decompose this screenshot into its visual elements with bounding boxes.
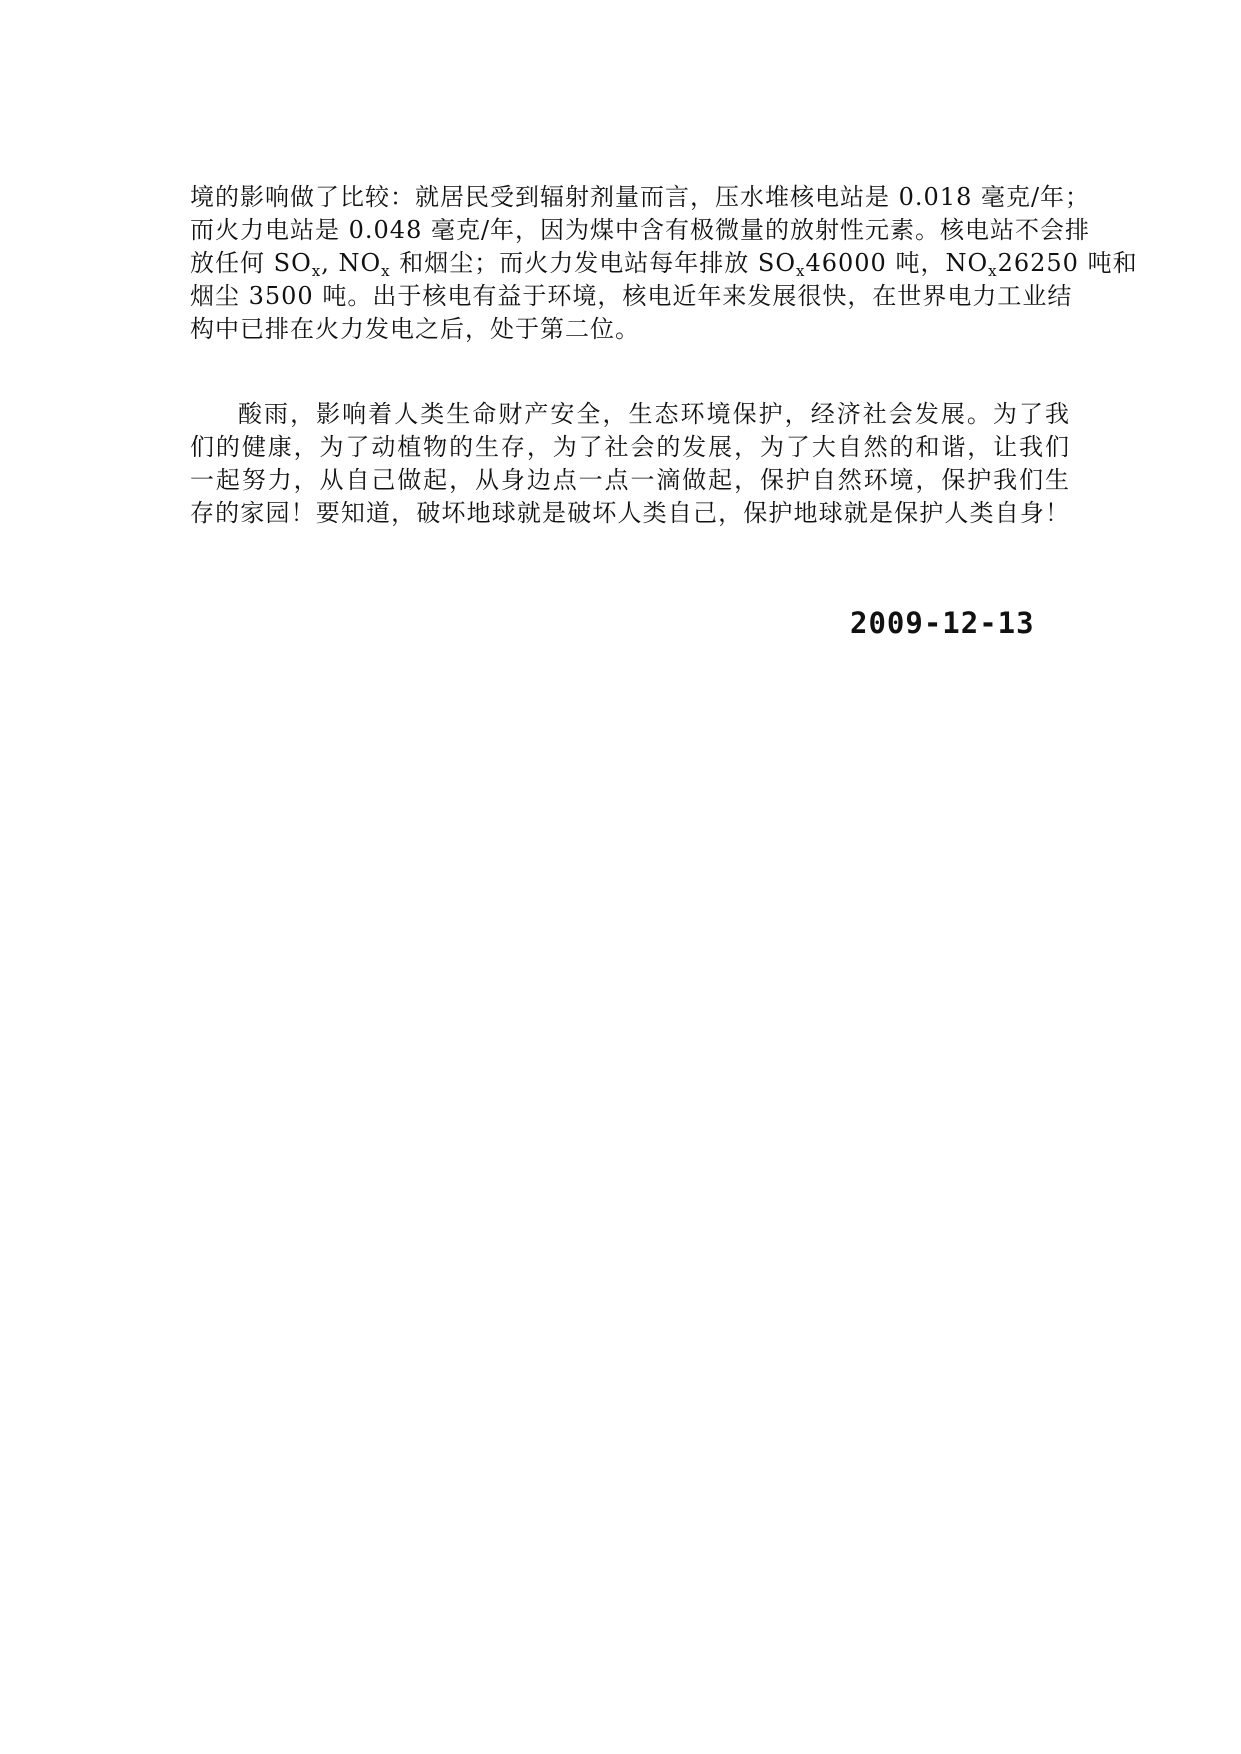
paragraph-2-line-4: 存的家园！要知道，破坏地球就是破坏人类自己，保护地球就是保护人类自身！ bbox=[190, 499, 1070, 527]
paragraph-2-line-1: 酸雨，影响着人类生命财产安全，生态环境保护，经济社会发展。为了我 bbox=[238, 400, 1070, 428]
paragraph-1-line-2: 而火力电站是 0.048 毫克/年，因为煤中含有极微量的放射性元素。核电站不会排 bbox=[190, 216, 1091, 244]
paragraph-1-line-3: 放任何 $SO_x$, $NO_x$ 和烟尘；而火力发电站每年排放 $SO_x46000$ 吨，$NO_x26250$ 吨和 bbox=[190, 249, 1138, 280]
paragraph-1-line-5: 构中已排在火力发电之后，处于第二位。 bbox=[190, 315, 640, 343]
paragraph-1-line-4: 烟尘 3500 吨。出于核电有益于环境，核电近年来发展很快，在世界电力工业结 bbox=[190, 282, 1073, 310]
document-date: 2009-12-13 bbox=[850, 606, 1035, 640]
paragraph-2-line-2: 们的健康，为了动植物的生存，为了社会的发展，为了大自然的和谐，让我们 bbox=[190, 433, 1070, 461]
paragraph-1-line-1: 境的影响做了比较：就居民受到辐射剂量而言，压水堆核电站是 0.018 毫克/年； bbox=[190, 183, 1091, 211]
paragraph-2-line-3: 一起努力，从自己做起，从身边点一点一滴做起，保护自然环境，保护我们生 bbox=[190, 466, 1070, 494]
